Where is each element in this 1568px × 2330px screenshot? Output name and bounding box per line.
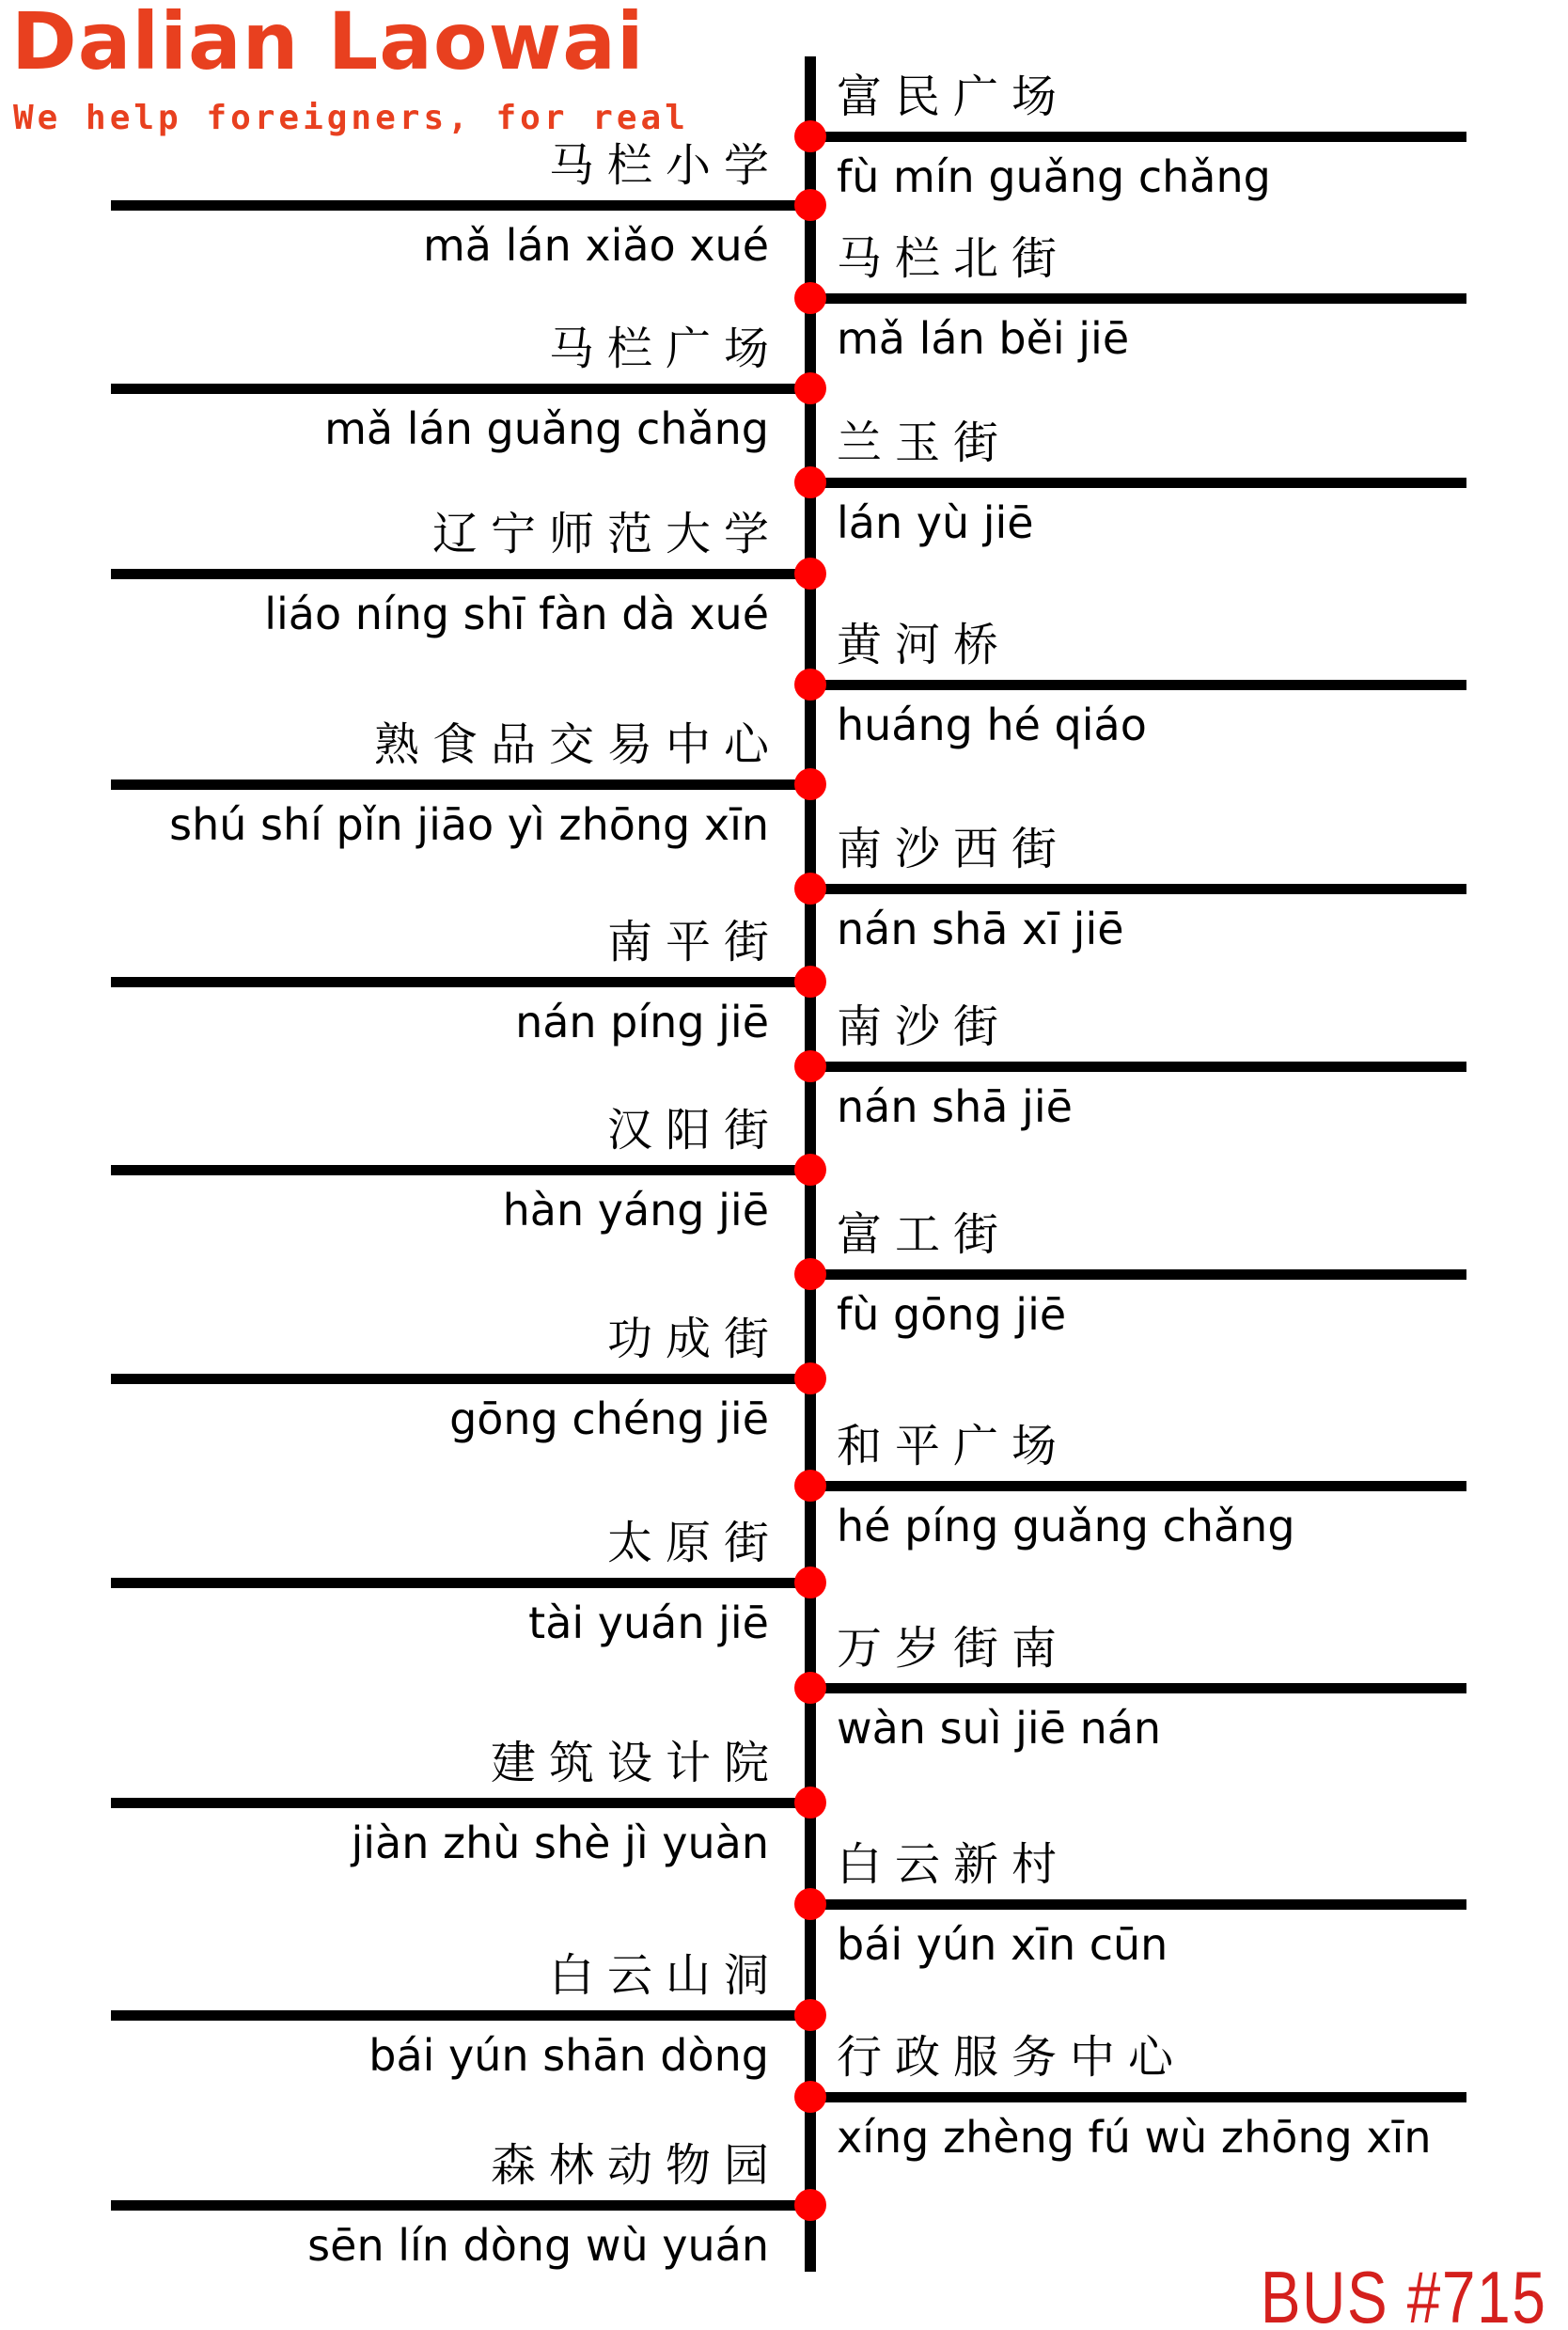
stop-branch-line <box>111 2200 805 2211</box>
stop-name-pinyin: nán shā jiē <box>837 1081 1073 1132</box>
stop-branch-line <box>816 293 1466 304</box>
bus-route-label: BUS #715 <box>1261 2256 1547 2330</box>
stop-name-hanzi: 万岁街南 <box>837 1622 1071 1675</box>
stop-name-hanzi: 兰玉街 <box>837 417 1012 469</box>
stop-name-hanzi: 富民广场 <box>837 71 1071 123</box>
stop-branch-line <box>111 1374 805 1384</box>
stop-marker <box>794 768 826 800</box>
stop-name-pinyin: hé píng guǎng chǎng <box>837 1501 1295 1551</box>
stop-branch-line <box>111 1578 805 1588</box>
stop-name-pinyin: bái yún shān dòng <box>368 2030 769 2081</box>
stop-name-hanzi: 南平街 <box>606 916 782 968</box>
stop-name-pinyin: sēn lín dòng wù yuán <box>307 2220 769 2271</box>
stop-name-pinyin: tài yuán jiē <box>528 1598 769 1648</box>
stop-name-hanzi: 马栏北街 <box>837 232 1071 285</box>
stop-name-hanzi: 白云山洞 <box>548 1949 782 2002</box>
stop-name-pinyin: lán yù jiē <box>837 497 1034 548</box>
stop-name-hanzi: 南沙街 <box>837 1000 1012 1053</box>
stop-name-pinyin: huáng hé qiáo <box>837 700 1147 750</box>
stop-name-pinyin: fù gōng jiē <box>837 1289 1067 1340</box>
stop-branch-line <box>111 384 805 394</box>
stop-marker <box>794 1154 826 1186</box>
stop-marker <box>794 669 826 701</box>
stop-name-pinyin: shú shí pǐn jiāo yì zhōng xīn <box>169 799 769 850</box>
stop-name-pinyin: mǎ lán xiǎo xué <box>423 220 769 271</box>
stop-name-pinyin: mǎ lán guǎng chǎng <box>324 403 769 454</box>
stop-name-pinyin: nán píng jiē <box>515 997 769 1047</box>
stop-marker <box>794 2081 826 2113</box>
stop-branch-line <box>111 1798 805 1808</box>
stop-marker <box>794 1050 826 1082</box>
stop-branch-line <box>111 200 805 211</box>
stop-branch-line <box>816 1683 1466 1693</box>
stop-marker <box>794 1999 826 2031</box>
stop-marker <box>794 1566 826 1598</box>
stop-name-hanzi: 辽宁师范大学 <box>431 508 782 560</box>
stop-name-hanzi: 富工街 <box>837 1208 1012 1261</box>
stop-name-pinyin: wàn suì jiē nán <box>837 1703 1162 1754</box>
stop-name-pinyin: bái yún xīn cūn <box>837 1919 1168 1970</box>
stop-name-hanzi: 马栏小学 <box>548 139 782 192</box>
stop-branch-line <box>816 1899 1466 1910</box>
stop-marker <box>794 1362 826 1394</box>
stop-branch-line <box>816 132 1466 142</box>
stop-marker <box>794 873 826 905</box>
stop-marker <box>794 1470 826 1502</box>
stop-marker <box>794 1258 826 1290</box>
stop-name-hanzi: 南沙西街 <box>837 823 1071 875</box>
stop-branch-line <box>816 1481 1466 1491</box>
stop-name-hanzi: 行政服务中心 <box>837 2031 1187 2084</box>
stop-marker <box>794 1787 826 1818</box>
stop-branch-line <box>816 1269 1466 1280</box>
stop-marker <box>794 966 826 998</box>
stop-name-pinyin: nán shā xī jiē <box>837 904 1124 954</box>
stop-branch-line <box>111 1165 805 1175</box>
stop-branch-line <box>816 884 1466 894</box>
stop-name-pinyin: liáo níng shī fàn dà xué <box>264 589 769 639</box>
stop-branch-line <box>111 2010 805 2021</box>
stop-branch-line <box>816 2092 1466 2102</box>
stop-marker <box>794 372 826 404</box>
stop-name-pinyin: jiàn zhù shè jì yuàn <box>351 1818 769 1868</box>
stop-branch-line <box>111 569 805 579</box>
stop-marker <box>794 558 826 590</box>
stop-branch-line <box>111 977 805 987</box>
stop-branch-line <box>816 478 1466 488</box>
stop-name-hanzi: 熟食品交易中心 <box>373 718 782 771</box>
stop-name-pinyin: xíng zhèng fú wù zhōng xīn <box>837 2112 1432 2163</box>
stop-name-hanzi: 太原街 <box>606 1517 782 1569</box>
stop-name-pinyin: gōng chéng jiē <box>449 1393 769 1444</box>
stop-name-hanzi: 白云新村 <box>837 1838 1071 1891</box>
stop-name-hanzi: 功成街 <box>606 1313 782 1365</box>
stop-marker <box>794 282 826 314</box>
stop-name-hanzi: 汉阳街 <box>606 1104 782 1157</box>
stop-marker <box>794 189 826 221</box>
stop-marker <box>794 120 826 152</box>
stop-name-hanzi: 森林动物园 <box>490 2139 782 2192</box>
brand-logo-text: Dalian Laowai <box>11 0 645 87</box>
stop-name-pinyin: hàn yáng jiē <box>502 1185 769 1236</box>
stop-branch-line <box>816 1062 1466 1072</box>
stop-name-hanzi: 马栏广场 <box>548 323 782 375</box>
stop-marker <box>794 1888 826 1920</box>
stop-name-pinyin: fù mín guǎng chǎng <box>837 151 1271 202</box>
stop-branch-line <box>111 779 805 790</box>
stop-branch-line <box>816 680 1466 690</box>
stop-marker <box>794 1672 826 1704</box>
stop-marker <box>794 466 826 498</box>
stop-name-pinyin: mǎ lán běi jiē <box>837 313 1130 364</box>
stop-name-hanzi: 建筑设计院 <box>490 1737 782 1789</box>
stop-name-hanzi: 黄河桥 <box>837 619 1012 671</box>
brand-tagline: We help foreigners, for real <box>13 99 689 137</box>
stop-name-hanzi: 和平广场 <box>837 1420 1071 1472</box>
stop-marker <box>794 2189 826 2221</box>
